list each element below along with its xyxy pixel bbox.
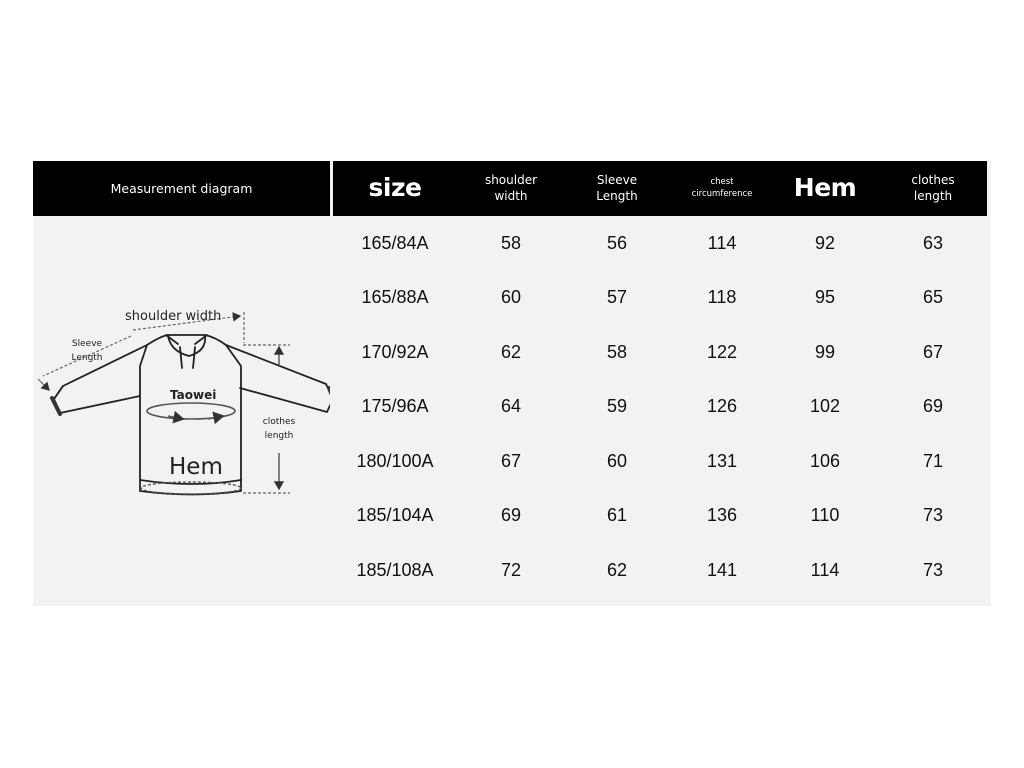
cell-hem: 95 — [814, 286, 836, 307]
cell-chest-circumference: 126 — [706, 395, 738, 416]
hem-label: Hem — [169, 454, 223, 480]
cell-clothes-length: 69 — [922, 395, 944, 416]
cell-chest-circumference: 118 — [707, 286, 737, 307]
diagram-title: Measurement diagram — [110, 181, 253, 196]
cell-shoulder-width: 69 — [500, 504, 522, 525]
cell-shoulder-width: 67 — [500, 450, 522, 471]
cell-shoulder-width: 62 — [500, 341, 522, 362]
table-row — [333, 325, 987, 379]
cell-size: 185/104A — [356, 504, 434, 525]
cell-sleeve-length: 57 — [606, 286, 628, 307]
diagram-header — [33, 161, 330, 216]
cell-clothes-length: 67 — [922, 341, 944, 362]
col-header-hem: Hem — [793, 173, 857, 203]
cell-size: 165/84A — [361, 232, 429, 253]
size-chart — [33, 161, 991, 606]
cell-shoulder-width: 72 — [500, 559, 522, 580]
table-row — [333, 270, 987, 324]
cell-sleeve-length: 56 — [606, 232, 628, 253]
cell-clothes-length: 73 — [922, 559, 944, 580]
cell-hem: 110 — [810, 504, 840, 525]
table-row — [333, 216, 987, 270]
cell-chest-circumference: 122 — [706, 341, 738, 362]
cell-size: 165/88A — [361, 286, 429, 307]
cell-size: 185/108A — [356, 559, 434, 580]
cell-chest-circumference: 136 — [706, 504, 738, 525]
cell-hem: 102 — [809, 395, 841, 416]
cell-chest-circumference: 114 — [707, 232, 737, 253]
brand-label: Taowei — [170, 388, 217, 402]
cell-clothes-length: 65 — [922, 286, 944, 307]
cell-sleeve-length: 62 — [606, 559, 628, 580]
cell-sleeve-length: 59 — [606, 395, 628, 416]
col-header-size: size — [368, 173, 422, 203]
cell-sleeve-length: 60 — [606, 450, 628, 471]
cell-shoulder-width: 64 — [500, 395, 522, 416]
table-row — [333, 434, 987, 488]
col-header-shoulder-width: shoulder width — [484, 172, 538, 203]
cell-clothes-length: 73 — [922, 504, 944, 525]
cell-hem: 106 — [809, 450, 841, 471]
cell-hem: 92 — [814, 232, 836, 253]
table-row — [333, 488, 987, 542]
hoodie-illustration — [33, 216, 330, 606]
cell-shoulder-width: 58 — [500, 232, 522, 253]
cell-size: 175/96A — [361, 395, 429, 416]
clothes-length-label: clothes length — [262, 417, 296, 441]
cell-size: 180/100A — [356, 450, 434, 471]
col-header-chest-circumference: chest circumference — [691, 177, 753, 199]
cell-chest-circumference: 131 — [706, 450, 738, 471]
table-row — [333, 543, 987, 597]
cell-size: 170/92A — [361, 341, 429, 362]
shoulder-width-label: shoulder width — [125, 309, 222, 324]
cell-hem: 99 — [814, 341, 836, 362]
col-header-clothes-length: clothes length — [911, 172, 955, 203]
col-header-sleeve-length: Sleeve Length — [596, 172, 638, 203]
cell-hem: 114 — [810, 559, 840, 580]
cell-shoulder-width: 60 — [500, 286, 522, 307]
table-row — [333, 379, 987, 433]
measurement-diagram — [33, 216, 330, 606]
cell-sleeve-length: 58 — [606, 341, 628, 362]
cell-chest-circumference: 141 — [706, 559, 738, 580]
table-header — [333, 161, 987, 216]
cell-sleeve-length: 61 — [606, 504, 628, 525]
cell-clothes-length: 63 — [922, 232, 944, 253]
cell-clothes-length: 71 — [922, 450, 944, 471]
sleeve-length-label: Sleeve Length — [71, 339, 103, 363]
